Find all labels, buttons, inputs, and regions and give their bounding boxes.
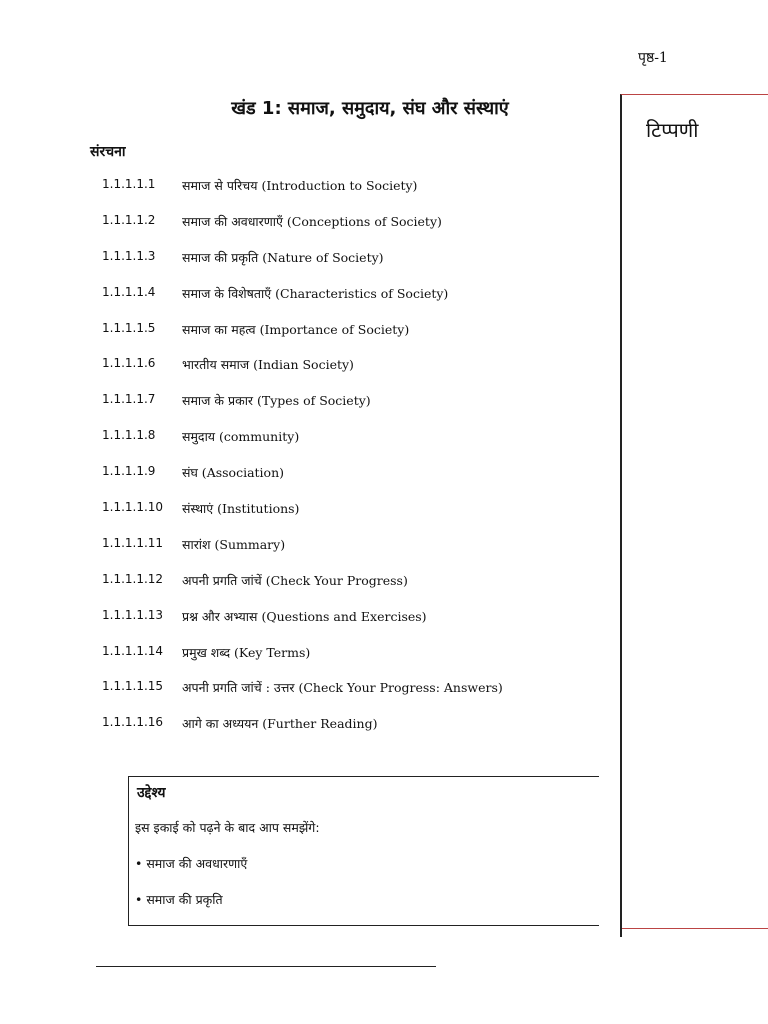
footnote-divider [96,966,436,967]
objectives-bullet: • समाज की अवधारणाएँ [135,856,248,871]
toc-item-text: समाज के प्रकार (Types of Society) [182,393,371,409]
toc-item-number: 1.1.1.1.2 [102,212,156,227]
toc-item [102,428,602,464]
toc-item-number: 1.1.1.1.11 [102,535,164,550]
toc-item [102,285,602,321]
toc-item [102,572,602,608]
toc-item-text: समाज की अवधारणाएँ (Conceptions of Society) [182,213,442,229]
toc-item-text: प्रश्न और अभ्यास (Questions and Exercises) [182,608,427,624]
toc-item-number: 1.1.1.1.6 [102,356,156,371]
toc-item-number: 1.1.1.1.10 [102,500,164,515]
toc-item-text: समाज के विशेषताएँ (Characteristics of Society) [182,285,449,301]
toc-item-number: 1.1.1.1.5 [102,320,156,335]
toc-item-number: 1.1.1.1.9 [102,464,156,479]
toc-item-number: 1.1.1.1.7 [102,392,156,407]
toc-item-number: 1.1.1.1.13 [102,607,164,622]
toc-item-number: 1.1.1.1.16 [102,715,164,730]
toc-item [102,392,602,428]
toc-item-text: समाज की प्रकृति (Nature of Society) [182,249,384,265]
toc-item [102,464,602,500]
toc-item-number: 1.1.1.1.1 [102,177,156,191]
toc-item-number: 1.1.1.1.12 [102,571,164,586]
toc-item [102,356,602,392]
page-number: पृष्ठ-1 [638,50,668,66]
toc-item-text: प्रमुख शब्द (Key Terms) [182,644,311,660]
notes-title: टिप्पणी [646,118,699,142]
toc-item-number: 1.1.1.1.15 [102,679,164,694]
toc-item-text: समुदाय (community) [182,429,300,445]
table-of-contents [102,177,602,751]
toc-item-number: 1.1.1.1.14 [102,643,164,658]
objectives-bullet: • समाज की प्रकृति [135,892,223,907]
toc-item [102,249,602,285]
toc-item [102,321,602,357]
structure-heading: संरचना [90,144,126,160]
toc-item-number: 1.1.1.1.4 [102,284,156,299]
toc-item-text: आगे का अध्ययन (Further Reading) [182,716,378,732]
toc-item-number: 1.1.1.1.8 [102,428,156,443]
page-title: खंड 1: समाज, समुदाय, संघ और संस्थाएं [231,98,509,119]
toc-item-text: समाज से परिचय (Introduction to Society) [182,178,418,193]
toc-item-number: 1.1.1.1.3 [102,248,156,263]
toc-item-text: अपनी प्रगति जांचें : उत्तर (Check Your Progress: Answers) [182,680,503,696]
toc-item [102,644,602,680]
notes-panel-bottom-rule [622,928,768,929]
toc-item [102,536,602,572]
objectives-box [128,776,599,926]
toc-item [102,608,602,644]
toc-item-text: संघ (Association) [182,465,284,481]
toc-item-text: अपनी प्रगति जांचें (Check Your Progress) [182,572,408,588]
toc-item [102,679,602,715]
toc-item [102,213,602,249]
toc-item [102,715,602,751]
toc-item [102,500,602,536]
toc-item-text: संस्थाएं (Institutions) [182,501,300,517]
objectives-title: उद्देश्य [137,785,166,801]
objectives-intro: इस इकाई को पढ़ने के बाद आप समझेंगे: [135,820,320,835]
toc-item-text: भारतीय समाज (Indian Society) [182,357,354,373]
toc-item-text: सारांश (Summary) [182,536,286,552]
toc-item [102,177,602,213]
notes-margin-panel [620,94,768,937]
toc-item-text: समाज का महत्व (Importance of Society) [182,321,410,337]
